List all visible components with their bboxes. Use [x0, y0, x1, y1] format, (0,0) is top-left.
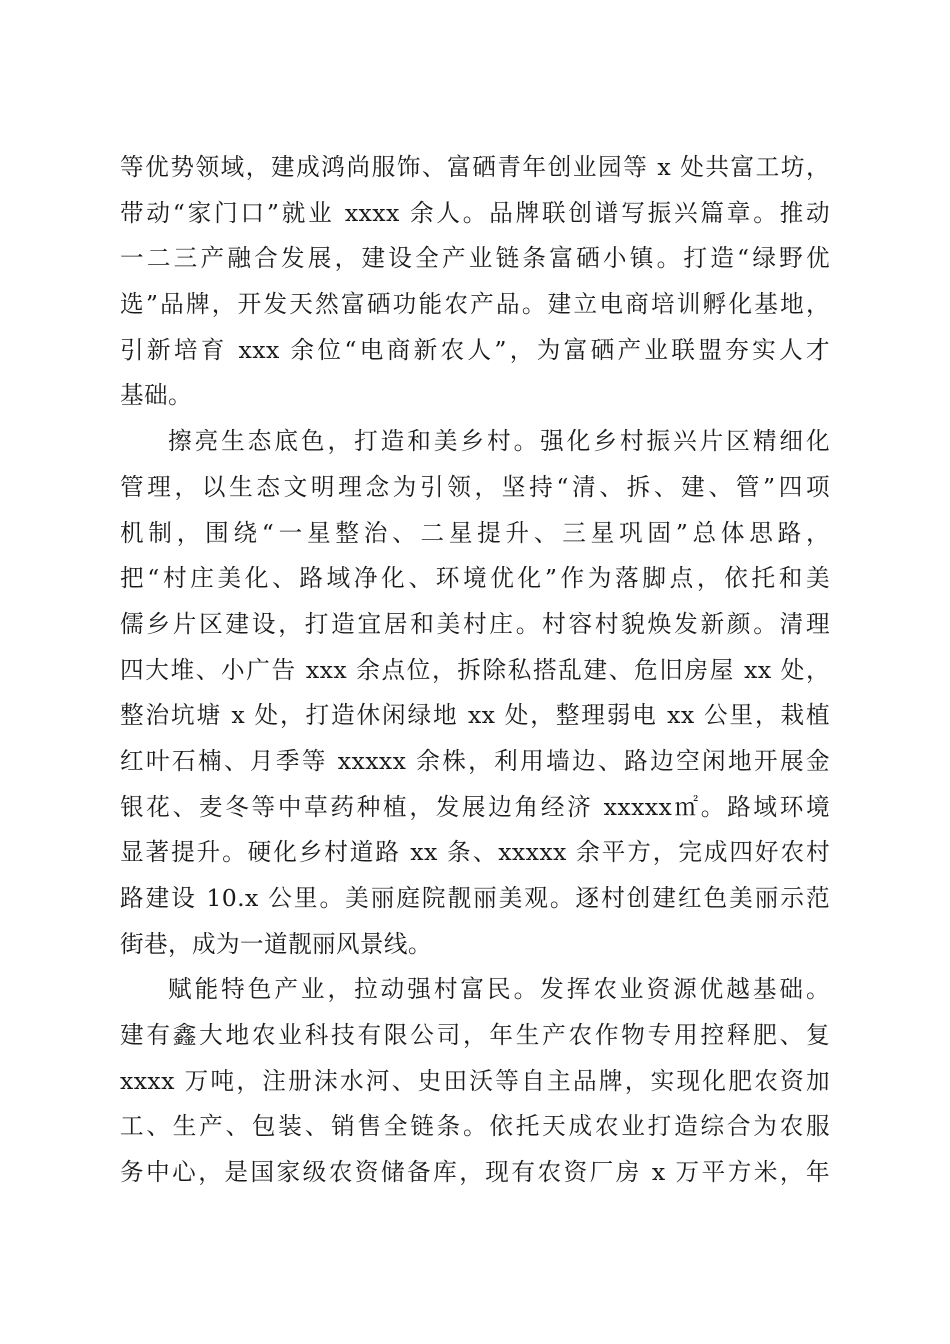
paragraph-line: 工、生产、包装、销售全链条。依托天成农业打造综合为农服	[120, 1112, 830, 1141]
paragraph-line: 擦亮生态底色，打造和美乡村。强化乡村振兴片区精细化	[168, 427, 830, 456]
paragraph-line: 建有鑫大地农业科技有限公司，年生产农作物专用控释肥、复	[120, 1021, 830, 1050]
paragraph-3	[120, 967, 830, 1195]
paragraph-line: 把“村庄美化、路域净化、环境优化”作为落脚点，依托和美	[120, 564, 830, 593]
document-body	[120, 145, 830, 1196]
paragraph-line: 引新培育 xxx 余位“电商新农人”，为富硒产业联盟夯实人才	[120, 335, 830, 364]
paragraph-line: 显著提升。硬化乡村道路 xx 条、xxxxx 余平方，完成四好农村	[120, 838, 830, 867]
paragraph-line: 儒乡片区建设，打造宜居和美村庄。村容村貌焕发新颜。清理	[120, 609, 830, 638]
paragraph-line: 赋能特色产业，拉动强村富民。发挥农业资源优越基础。	[168, 975, 830, 1004]
paragraph-line: 基础。	[120, 381, 192, 410]
paragraph-line: 银花、麦冬等中草药种植，发展边角经济 xxxxx㎡。路域环境	[120, 792, 830, 821]
paragraph-line: 整治坑塘 x 处，打造休闲绿地 xx 处，整理弱电 xx 公里，栽植	[120, 701, 830, 730]
paragraph-line: 街巷，成为一道靓丽风景线。	[120, 929, 432, 958]
paragraph-line: 选”品牌，开发天然富硒功能农产品。建立电商培训孵化基地，	[120, 290, 830, 319]
paragraph-line: 一二三产融合发展，建设全产业链条富硒小镇。打造“绿野优	[120, 244, 830, 273]
paragraph-line: 务中心，是国家级农资储备库，现有农资厂房 x 万平方米，年	[120, 1158, 830, 1187]
paragraph-1	[120, 145, 830, 419]
paragraph-2	[120, 419, 830, 967]
paragraph-line: 带动“家门口”就业 xxxx 余人。品牌联创谱写振兴篇章。推动	[120, 198, 830, 227]
paragraph-line: 等优势领域，建成鸿尚服饰、富硒青年创业园等 x 处共富工坊，	[120, 153, 830, 181]
paragraph-line: 红叶石楠、月季等 xxxxx 余株，利用墙边、路边空闲地开展金	[120, 746, 830, 775]
paragraph-line: 管理，以生态文明理念为引领，坚持“清、拆、建、管”四项	[120, 472, 830, 501]
paragraph-line: 机制，围绕“一星整治、二星提升、三星巩固”总体思路，	[120, 518, 830, 547]
paragraph-line: 四大堆、小广告 xxx 余点位，拆除私搭乱建、危旧房屋 xx 处，	[120, 655, 830, 684]
paragraph-line: 路建设 10.x 公里。美丽庭院靓丽美观。逐村创建红色美丽示范	[120, 884, 830, 912]
paragraph-line: xxxx 万吨，注册沫水河、史田沃等自主品牌，实现化肥农资加	[120, 1066, 830, 1095]
